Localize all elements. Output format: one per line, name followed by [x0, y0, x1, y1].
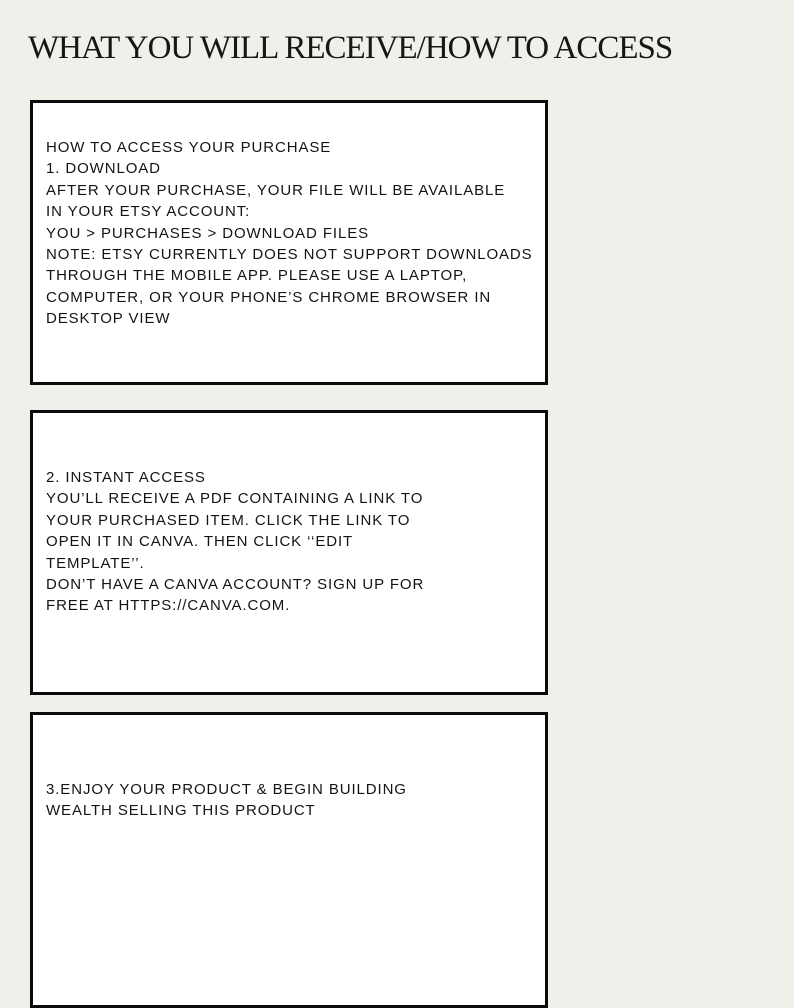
text-line: YOU’LL RECEIVE A PDF CONTAINING A LINK TO [46, 490, 424, 508]
note-line: COMPUTER, OR YOUR PHONE’S CHROME BROWSER IN [46, 288, 492, 306]
text-line: IN YOUR ETSY ACCOUNT: [46, 203, 251, 221]
card-text [46, 779, 539, 822]
download-path: YOU > PURCHASES > DOWNLOAD FILES [46, 224, 370, 242]
step-title: 3.ENJOY YOUR PRODUCT & BEGIN BUILDING [46, 781, 407, 798]
step-title: 1. DOWNLOAD [46, 160, 161, 178]
text-line: AFTER YOUR PURCHASE, YOUR FILE WILL BE AVAILABLE [46, 181, 506, 199]
download-instructions-card [30, 100, 548, 385]
card-text [46, 137, 539, 330]
text-line: YOUR PURCHASED ITEM. CLICK THE LINK TO [46, 511, 411, 529]
note-line: DESKTOP VIEW [46, 310, 171, 328]
text-line: FREE AT HTTPS://CANVA.COM. [46, 597, 291, 615]
card-heading: HOW TO ACCESS YOUR PURCHASE [46, 139, 332, 156]
instant-access-card [30, 410, 548, 695]
text-line: DON’T HAVE A CANVA ACCOUNT? SIGN UP FOR [46, 576, 425, 594]
text-line: TEMPLATE’’. [46, 554, 145, 572]
note-line: THROUGH THE MOBILE APP. PLEASE USE A LAPTOP, [46, 267, 468, 285]
step-title: 2. INSTANT ACCESS [46, 469, 206, 486]
text-line: OPEN IT IN CANVA. THEN CLICK ‘‘EDIT [46, 533, 354, 551]
note-line: NOTE: ETSY CURRENTLY DOES NOT SUPPORT DOWNLOADS [46, 246, 533, 264]
card-text [46, 467, 539, 617]
text-line: WEALTH SELLING THIS PRODUCT [46, 802, 316, 820]
enjoy-product-card [30, 712, 548, 1008]
page-title: WHAT YOU WILL RECEIVE/HOW TO ACCESS [28, 30, 673, 66]
